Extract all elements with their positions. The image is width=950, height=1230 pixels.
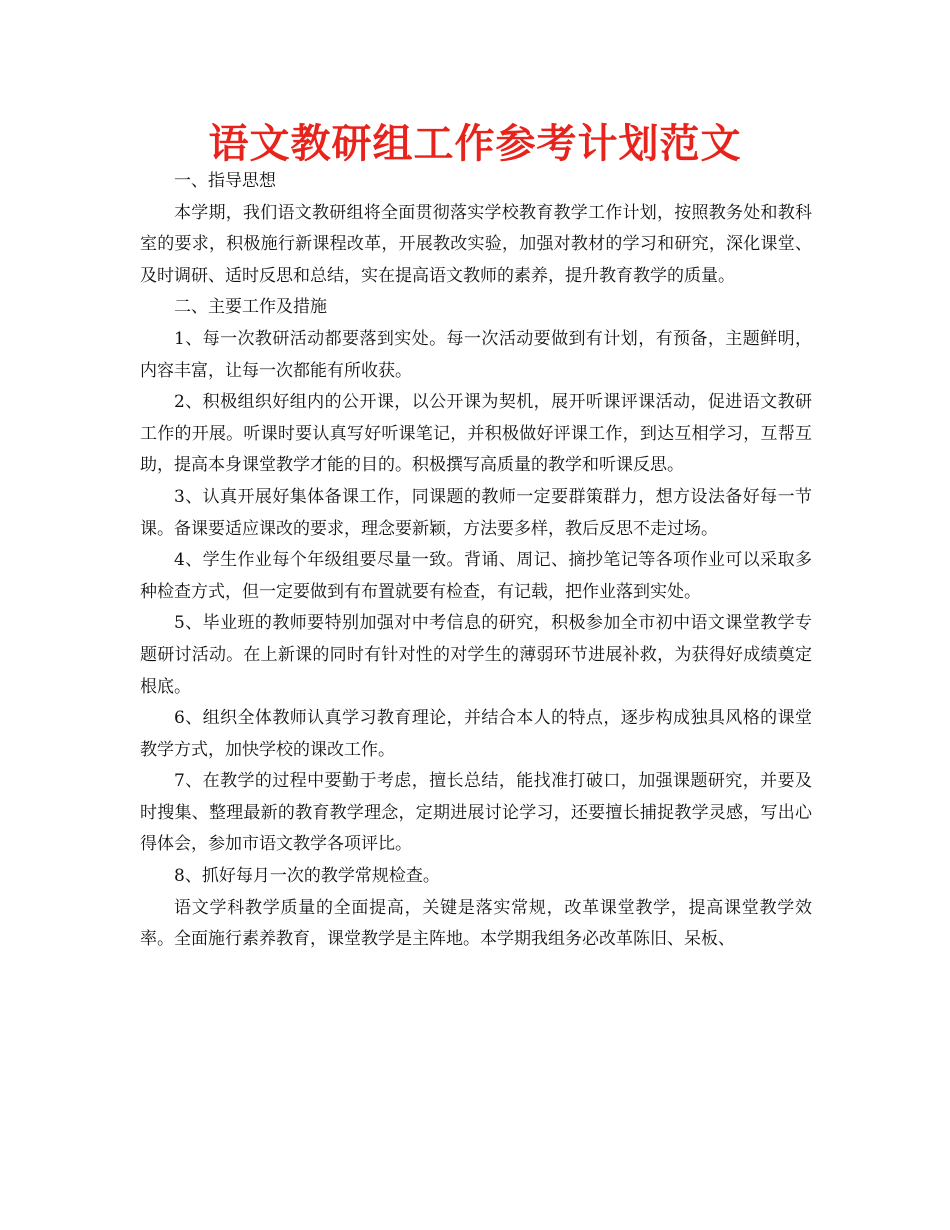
paragraph-intro: 本学期，我们语文教研组将全面贯彻落实学校教育教学工作计划，按照教务处和教科室的要求，积极施行新课程改革，开展教改实验，加强对教材的学习和研究，深化课堂、及时调研、适时反思和总结，实在提高语文教师的素养，提升教育教学的质量。 bbox=[140, 202, 812, 286]
paragraph-conclusion: 语文学科教学质量的全面提高，关键是落实常规，改革课堂教学，提高课堂教学效率。全面施行素养教育，课堂教学是主阵地。本学期我组务必改革陈旧、呆板、 bbox=[140, 897, 812, 950]
list-item-2: 2、积极组织好组内的公开课，以公开课为契机，展开听课评课活动，促进语文教研工作的开展。听课时要认真写好听课笔记，并积极做好评课工作，到达互相学习，互帮互助，提高本身课堂教学才能的目的。积极撰写高质量的教学和听课反思。 bbox=[140, 392, 812, 476]
section-heading-guiding-ideology: 一、指导思想 bbox=[174, 171, 276, 191]
document-title: 语文教研组工作参考计划范文 bbox=[208, 120, 742, 167]
section-heading-main-work: 二、主要工作及措施 bbox=[174, 297, 327, 318]
list-item-6: 6、组织全体教师认真学习教育理论，并结合本人的特点，逐步构成独具风格的课堂教学方式，加快学校的课改工作。 bbox=[140, 708, 812, 760]
list-item-7: 7、在教学的过程中要勤于考虑，擅长总结，能找准打破口，加强课题研究，并要及时搜集、整理最新的教育教学理念，定期进展讨论学习，还要擅长捕捉教学灵感，写出心得体会，参加市语文教学各项评比。 bbox=[140, 771, 812, 855]
list-item-3: 3、认真开展好集体备课工作，同课题的教师一定要群策群力，想方设法备好每一节课。备课要适应课改的要求，理念要新颖，方法要多样，教后反思不走过场。 bbox=[140, 486, 812, 539]
document-body bbox=[140, 166, 812, 956]
list-item-1: 1、每一次教研活动都要落到实处。每一次活动要做到有计划，有预备，主题鲜明，内容丰富，让每一次都能有所收获。 bbox=[140, 328, 812, 381]
list-item-8: 8、抓好每月一次的教学常规检查。 bbox=[174, 866, 440, 887]
list-item-5: 5、毕业班的教师要特别加强对中考信息的研究，积极参加全市初中语文课堂教学专题研讨活动。在上新课的同时有针对性的对学生的薄弱环节进展补救，为获得好成绩奠定根底。 bbox=[140, 613, 812, 697]
list-item-4: 4、学生作业每个年级组要尽量一致。背诵、周记、摘抄笔记等各项作业可以采取多种检查方式，但一定要做到有布置就要有检查，有记载，把作业落到实处。 bbox=[140, 550, 812, 602]
